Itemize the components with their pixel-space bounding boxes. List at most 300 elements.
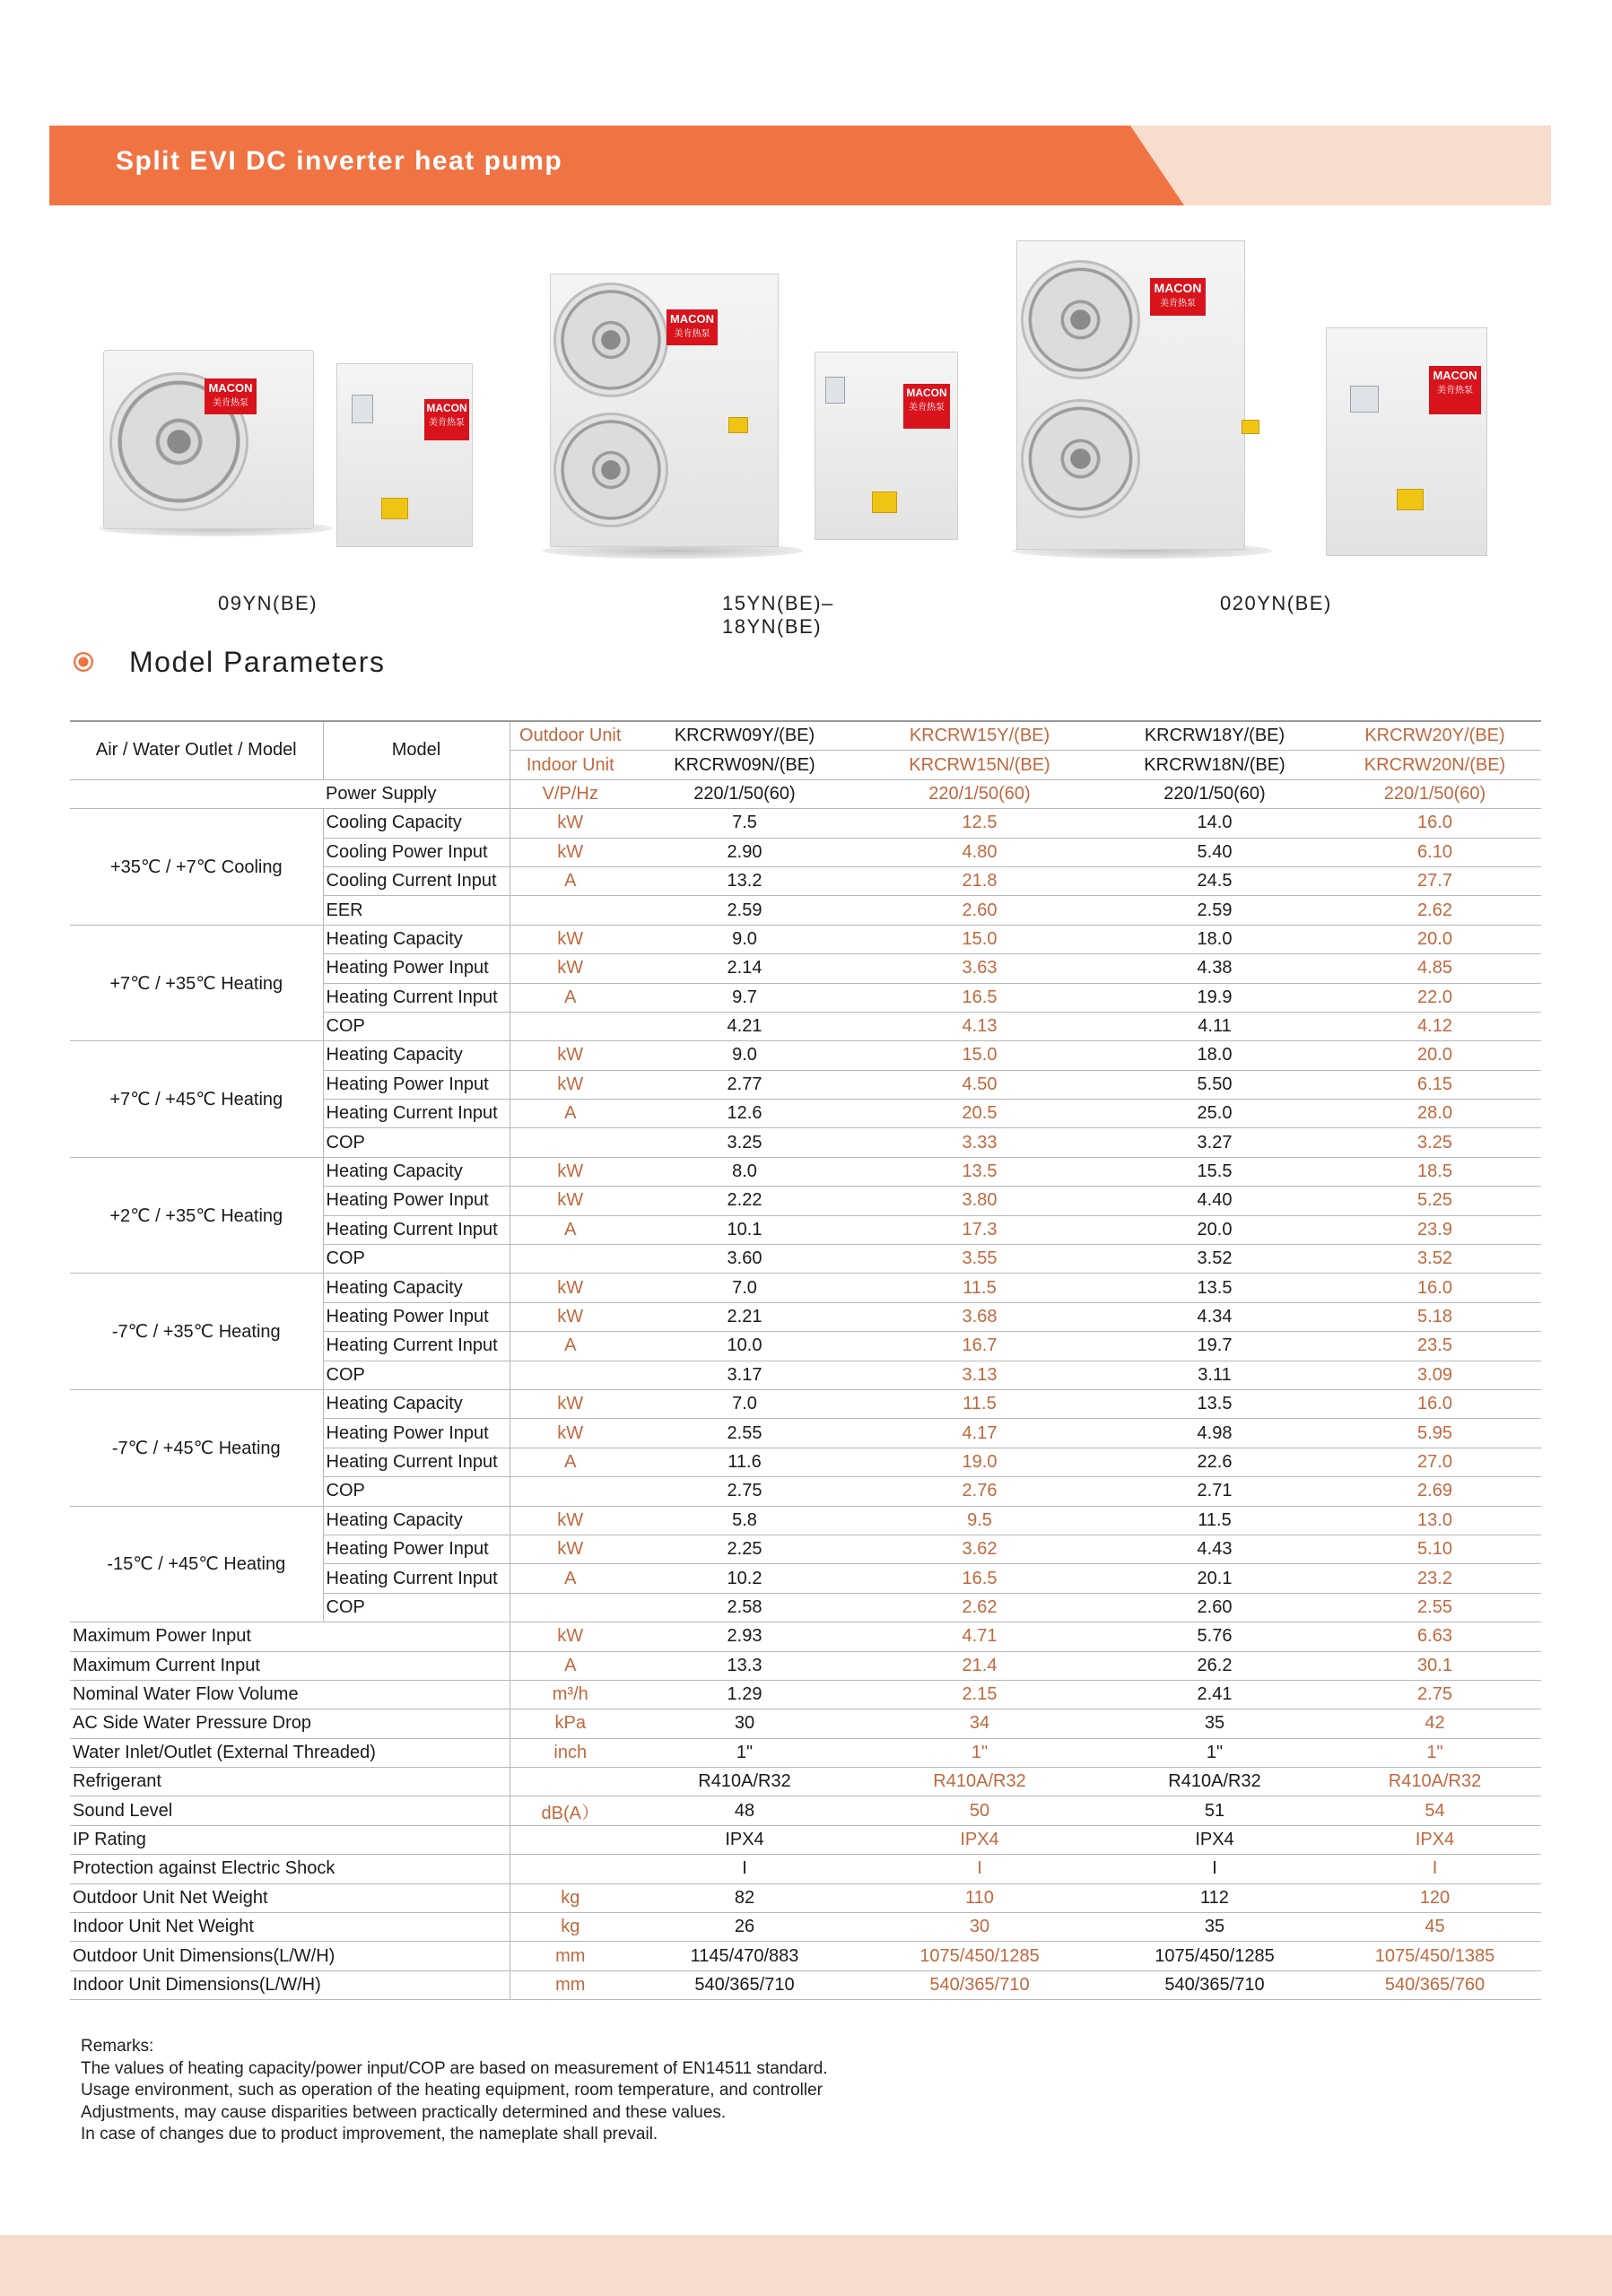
value-cell: 19.7 (1101, 1332, 1329, 1361)
value-cell: I (631, 1855, 858, 1883)
value-cell: R410A/R32 (1329, 1768, 1541, 1796)
value-cell: 4.38 (1101, 954, 1329, 983)
fan-icon (553, 413, 668, 527)
value-cell: IPX4 (1329, 1825, 1541, 1854)
row-label: Cooling Capacity (323, 809, 510, 838)
row-label: Indoor Unit Dimensions(L/W/H) (70, 1970, 510, 1999)
row-label: Heating Capacity (323, 1506, 510, 1535)
value-cell: 19.9 (1101, 983, 1329, 1012)
value-cell: 82 (631, 1883, 858, 1912)
value-cell: 2.60 (1101, 1593, 1329, 1622)
row-label: Power Supply (323, 779, 510, 808)
row-label: Heating Power Input (323, 1419, 510, 1448)
row-label: COP (323, 1593, 510, 1622)
table-row (70, 1913, 1541, 1942)
value-cell: 21.8 (858, 866, 1101, 895)
value-cell: 2.90 (631, 838, 858, 866)
unit-cell: A (510, 1564, 631, 1593)
value-cell: 18.0 (1101, 1041, 1329, 1070)
unit-cell (510, 1245, 631, 1274)
value-cell: 2.75 (631, 1477, 858, 1506)
value-cell: 1" (1101, 1738, 1329, 1767)
value-cell: 25.0 (1101, 1100, 1329, 1128)
value-cell: 3.52 (1101, 1245, 1329, 1274)
value-cell: 3.25 (1329, 1128, 1541, 1157)
value-cell: 1075/450/1285 (1101, 1942, 1329, 1970)
unit-cell: kW (510, 838, 631, 866)
row-label: COP (323, 1128, 510, 1157)
value-cell: 9.7 (631, 983, 858, 1012)
value-cell: 22.0 (1329, 983, 1541, 1012)
value-cell: 2.60 (858, 896, 1101, 925)
table-row (70, 1651, 1541, 1680)
unit-cell: m³/h (510, 1680, 631, 1709)
unit-cell: A (510, 1215, 631, 1244)
unit-cell: kW (510, 954, 631, 983)
value-cell: 23.5 (1329, 1332, 1541, 1361)
value-cell: 3.63 (858, 954, 1101, 983)
value-cell: 23.9 (1329, 1215, 1541, 1244)
row-label: Heating Power Input (323, 1070, 510, 1099)
table-row (70, 1274, 1541, 1302)
row-label: COP (323, 1012, 510, 1040)
value-cell: KRCRW15Y/(BE) (858, 721, 1101, 751)
condition-label: +2℃ / +35℃ Heating (70, 1157, 323, 1274)
value-cell: 22.6 (1101, 1448, 1329, 1476)
value-cell: 5.18 (1329, 1302, 1541, 1331)
unit-cell: kW (510, 1622, 631, 1651)
value-cell: 3.60 (631, 1245, 858, 1274)
value-cell: 3.80 (858, 1187, 1101, 1215)
value-cell: KRCRW20N/(BE) (1329, 751, 1541, 779)
value-cell: 3.25 (631, 1128, 858, 1157)
condition-label: +35℃ / +7℃ Cooling (70, 809, 323, 926)
value-cell: 2.69 (1329, 1477, 1541, 1506)
row-label: COP (323, 1477, 510, 1506)
value-cell: 5.10 (1329, 1535, 1541, 1563)
value-cell: 5.95 (1329, 1419, 1541, 1448)
table-row (70, 1506, 1541, 1535)
value-cell: 12.5 (858, 809, 1101, 838)
unit-cell: kg (510, 1913, 631, 1942)
value-cell: 28.0 (1329, 1100, 1541, 1128)
value-cell: 48 (631, 1796, 858, 1825)
row-label: IP Rating (70, 1825, 510, 1854)
value-cell: R410A/R32 (1101, 1768, 1329, 1796)
brand-logo: MACON 美肯热泵 (903, 384, 950, 429)
value-cell: IPX4 (858, 1825, 1101, 1854)
section-title: Model Parameters (129, 646, 386, 678)
value-cell: 20.5 (858, 1100, 1101, 1128)
unit-cell: kW (510, 1419, 631, 1448)
brand-logo: MACON 美肯热泵 (1429, 366, 1481, 414)
unit-cell: V/P/Hz (510, 779, 631, 808)
value-cell: 16.0 (1329, 809, 1541, 838)
value-cell: 5.76 (1101, 1622, 1329, 1651)
row-label: Heating Capacity (323, 1041, 510, 1070)
value-cell: 110 (858, 1883, 1101, 1912)
value-cell: 2.59 (1101, 896, 1329, 925)
table-row (70, 779, 1541, 808)
value-cell: 3.55 (858, 1245, 1101, 1274)
unit-cell: kW (510, 1506, 631, 1535)
remarks-line: Adjustments, may cause disparities between practically determined and these values. (81, 2102, 727, 2122)
value-cell: 4.80 (858, 838, 1101, 866)
value-cell: 13.3 (631, 1651, 858, 1680)
value-cell: R410A/R32 (858, 1768, 1101, 1796)
table-row (70, 1825, 1541, 1854)
value-cell: 35 (1101, 1913, 1329, 1942)
row-label: Heating Capacity (323, 925, 510, 953)
value-cell: 3.11 (1101, 1361, 1329, 1389)
value-cell: 1145/470/883 (631, 1942, 858, 1970)
value-cell: 10.0 (631, 1332, 858, 1361)
value-cell: 4.17 (858, 1419, 1101, 1448)
row-label: Cooling Power Input (323, 838, 510, 866)
fan-icon (553, 283, 668, 397)
value-cell: 15.5 (1101, 1157, 1329, 1186)
product-caption: 15YN(BE)–18YN(BE) (722, 592, 834, 638)
row-label: Outdoor Unit Dimensions(L/W/H) (70, 1942, 510, 1970)
value-cell: IPX4 (1101, 1825, 1329, 1854)
unit-cell: A (510, 983, 631, 1012)
value-cell: 6.15 (1329, 1070, 1541, 1099)
value-cell: 42 (1329, 1709, 1541, 1738)
value-cell: 2.71 (1101, 1477, 1329, 1506)
row-label: Heating Current Input (323, 1100, 510, 1128)
value-cell: 30.1 (1329, 1651, 1541, 1680)
value-cell: KRCRW09N/(BE) (631, 751, 858, 779)
value-cell: 26.2 (1101, 1651, 1329, 1680)
value-cell: 4.11 (1101, 1012, 1329, 1040)
unit-cell: kW (510, 1389, 631, 1418)
value-cell: I (1329, 1855, 1541, 1883)
row-label: Outdoor Unit Net Weight (70, 1883, 510, 1912)
unit-cell: mm (510, 1942, 631, 1970)
fan-icon (1021, 399, 1140, 518)
table-row (70, 1157, 1541, 1186)
value-cell: 20.0 (1329, 925, 1541, 953)
row-label: Protection against Electric Shock (70, 1855, 510, 1883)
table-row (70, 1883, 1541, 1912)
row-label: COP (323, 1361, 510, 1389)
unit-cell: kW (510, 1274, 631, 1302)
value-cell: 19.0 (858, 1448, 1101, 1476)
value-cell: 15.0 (858, 1041, 1101, 1070)
value-cell: 2.62 (858, 1593, 1101, 1622)
value-cell: 4.13 (858, 1012, 1101, 1040)
value-cell: 2.25 (631, 1535, 858, 1563)
value-cell: 7.0 (631, 1274, 858, 1302)
value-cell: 540/365/710 (631, 1970, 858, 1999)
table-row (70, 1970, 1541, 1999)
unit-cell: mm (510, 1970, 631, 1999)
row-label: Indoor Unit Net Weight (70, 1913, 510, 1942)
value-cell: KRCRW15N/(BE) (858, 751, 1101, 779)
row-label: Heating Power Input (323, 954, 510, 983)
value-cell: 3.17 (631, 1361, 858, 1389)
value-cell: 8.0 (631, 1157, 858, 1186)
unit-cell: dB(A） (510, 1796, 631, 1825)
unit-cell: kW (510, 1187, 631, 1215)
value-cell: 11.6 (631, 1448, 858, 1476)
product-caption: 09YN(BE) (218, 592, 318, 614)
value-cell: 4.71 (858, 1622, 1101, 1651)
value-cell: 5.40 (1101, 838, 1329, 866)
value-cell: 10.1 (631, 1215, 858, 1244)
unit-cell (510, 1477, 631, 1506)
value-cell: 2.55 (631, 1419, 858, 1448)
unit-cell: A (510, 1100, 631, 1128)
remarks-line: Usage environment, such as operation of the heating equipment, room temperature, and controller (81, 2081, 823, 2100)
unit-cell: kW (510, 1535, 631, 1563)
value-cell: 35 (1101, 1709, 1329, 1738)
value-cell: 9.0 (631, 925, 858, 953)
value-cell: 2.93 (631, 1622, 858, 1651)
value-cell: 2.62 (1329, 896, 1541, 925)
page-title: Split EVI DC inverter heat pump (116, 146, 563, 176)
spacer-cell (70, 779, 323, 808)
row-label: AC Side Water Pressure Drop (70, 1709, 510, 1738)
value-cell: 3.52 (1329, 1245, 1541, 1274)
value-cell: 3.33 (858, 1128, 1101, 1157)
outdoor-unit-label: Outdoor Unit (510, 721, 631, 751)
value-cell: 2.77 (631, 1070, 858, 1099)
brand-logo: MACON 美肯热泵 (1150, 278, 1206, 316)
value-cell: 13.5 (1101, 1274, 1329, 1302)
row-label: Refrigerant (70, 1768, 510, 1796)
value-cell: 2.55 (1329, 1593, 1541, 1622)
row-label: Heating Capacity (323, 1157, 510, 1186)
row-label: Heating Current Input (323, 1215, 510, 1244)
value-cell: 4.85 (1329, 954, 1541, 983)
value-cell: 16.0 (1329, 1389, 1541, 1418)
value-cell: 2.15 (858, 1680, 1101, 1709)
value-cell: 1.29 (631, 1680, 858, 1709)
row-label: Maximum Power Input (70, 1622, 510, 1651)
value-cell: 13.0 (1329, 1506, 1541, 1535)
value-cell: 27.7 (1329, 866, 1541, 895)
unit-cell (510, 1128, 631, 1157)
value-cell: 4.40 (1101, 1187, 1329, 1215)
corner-label: Air / Water Outlet / Model (70, 721, 323, 779)
unit-cell: kW (510, 1070, 631, 1099)
table-row (70, 721, 1541, 751)
value-cell: 15.0 (858, 925, 1101, 953)
condition-label: -15℃ / +45℃ Heating (70, 1506, 323, 1622)
value-cell: 21.4 (858, 1651, 1101, 1680)
target-bullet-icon (74, 652, 93, 672)
value-cell: 9.0 (631, 1041, 858, 1070)
table-row (70, 1796, 1541, 1825)
table-row (70, 809, 1541, 838)
unit-cell (510, 1593, 631, 1622)
unit-cell: kW (510, 1157, 631, 1186)
value-cell: 1" (1329, 1738, 1541, 1767)
condition-label: -7℃ / +35℃ Heating (70, 1274, 323, 1390)
header-banner (49, 126, 1551, 205)
table-row (70, 1738, 1541, 1767)
value-cell: 5.25 (1329, 1187, 1541, 1215)
product-caption: 020YN(BE) (1220, 592, 1332, 614)
unit-cell (510, 1855, 631, 1883)
unit-cell: kW (510, 809, 631, 838)
value-cell: KRCRW20Y/(BE) (1329, 721, 1541, 751)
value-cell: 9.5 (858, 1506, 1101, 1535)
table-row (70, 1622, 1541, 1651)
value-cell: 54 (1329, 1796, 1541, 1825)
value-cell: 16.0 (1329, 1274, 1541, 1302)
value-cell: 4.50 (858, 1070, 1101, 1099)
value-cell: 16.5 (858, 1564, 1101, 1593)
row-label: Heating Power Input (323, 1535, 510, 1563)
value-cell: KRCRW18Y/(BE) (1101, 721, 1329, 751)
unit-cell (510, 1825, 631, 1854)
value-cell: 16.5 (858, 983, 1101, 1012)
brand-logo: MACON 美肯热泵 (424, 399, 469, 440)
indoor-unit-label: Indoor Unit (510, 751, 631, 779)
value-cell: 23.2 (1329, 1564, 1541, 1593)
row-label: Cooling Current Input (323, 866, 510, 895)
table-row (70, 1389, 1541, 1418)
value-cell: 1075/450/1285 (858, 1942, 1101, 1970)
unit-cell (510, 1012, 631, 1040)
table-row (70, 1709, 1541, 1738)
value-cell: 1" (858, 1738, 1101, 1767)
value-cell: 34 (858, 1709, 1101, 1738)
footer-band (0, 2235, 1612, 2296)
table-row (70, 1942, 1541, 1970)
value-cell: KRCRW09Y/(BE) (631, 721, 858, 751)
unit-cell: A (510, 1651, 631, 1680)
table-row (70, 1041, 1541, 1070)
row-label: Heating Current Input (323, 1564, 510, 1593)
model-label: Model (323, 721, 510, 779)
value-cell: R410A/R32 (631, 1768, 858, 1796)
value-cell: 6.10 (1329, 838, 1541, 866)
unit-cell (510, 1361, 631, 1389)
value-cell: 4.12 (1329, 1012, 1541, 1040)
value-cell: 20.0 (1329, 1041, 1541, 1070)
value-cell: 540/365/710 (858, 1970, 1101, 1999)
value-cell: 2.76 (858, 1477, 1101, 1506)
value-cell: 3.68 (858, 1302, 1101, 1331)
value-cell: 20.1 (1101, 1564, 1329, 1593)
value-cell: 27.0 (1329, 1448, 1541, 1476)
value-cell: 4.98 (1101, 1419, 1329, 1448)
value-cell: 30 (858, 1913, 1101, 1942)
warning-label-icon (381, 498, 408, 519)
row-label: Heating Current Input (323, 1332, 510, 1361)
unit-cell: kW (510, 1302, 631, 1331)
warning-label-icon (872, 491, 897, 513)
value-cell: 11.5 (858, 1389, 1101, 1418)
value-cell: 2.22 (631, 1187, 858, 1215)
condition-label: -7℃ / +45℃ Heating (70, 1389, 323, 1506)
table-row (70, 1680, 1541, 1709)
value-cell: IPX4 (631, 1825, 858, 1854)
unit-cell: kPa (510, 1709, 631, 1738)
value-cell: 3.62 (858, 1535, 1101, 1563)
remarks (81, 2036, 828, 2146)
value-cell: 6.63 (1329, 1622, 1541, 1651)
value-cell: KRCRW18N/(BE) (1101, 751, 1329, 779)
row-label: Nominal Water Flow Volume (70, 1680, 510, 1709)
value-cell: 5.50 (1101, 1070, 1329, 1099)
value-cell: 17.3 (858, 1215, 1101, 1244)
value-cell: 11.5 (1101, 1506, 1329, 1535)
row-label: Heating Capacity (323, 1389, 510, 1418)
value-cell: 220/1/50(60) (858, 779, 1101, 808)
value-cell: 26 (631, 1913, 858, 1942)
condition-label: +7℃ / +35℃ Heating (70, 925, 323, 1041)
value-cell: I (1101, 1855, 1329, 1883)
model-parameters-table (70, 720, 1541, 2000)
table-row (70, 1855, 1541, 1883)
table-row (70, 1768, 1541, 1796)
value-cell: 1075/450/1385 (1329, 1942, 1541, 1970)
row-label: Heating Power Input (323, 1187, 510, 1215)
unit-cell: kW (510, 925, 631, 953)
value-cell: 3.13 (858, 1361, 1101, 1389)
value-cell: 12.6 (631, 1100, 858, 1128)
unit-cell: A (510, 1332, 631, 1361)
brand-logo: MACON 美肯热泵 (205, 378, 257, 414)
value-cell: 24.5 (1101, 866, 1329, 895)
value-cell: 11.5 (858, 1274, 1101, 1302)
value-cell: 2.41 (1101, 1680, 1329, 1709)
value-cell: 1" (631, 1738, 858, 1767)
value-cell: 7.5 (631, 809, 858, 838)
row-label: COP (323, 1245, 510, 1274)
brand-logo: MACON 美肯热泵 (667, 309, 718, 345)
unit-cell: inch (510, 1738, 631, 1767)
unit-cell (510, 1768, 631, 1796)
value-cell: 220/1/50(60) (1329, 779, 1541, 808)
warning-label-icon (1397, 489, 1424, 510)
value-cell: 30 (631, 1709, 858, 1738)
warning-label-icon (728, 417, 748, 433)
row-label: Water Inlet/Outlet (External Threaded) (70, 1738, 510, 1767)
value-cell: 2.59 (631, 896, 858, 925)
value-cell: 2.58 (631, 1593, 858, 1622)
value-cell: 13.2 (631, 866, 858, 895)
value-cell: I (858, 1855, 1101, 1883)
value-cell: 4.43 (1101, 1535, 1329, 1563)
value-cell: 18.5 (1329, 1157, 1541, 1186)
value-cell: 51 (1101, 1796, 1329, 1825)
fan-icon (1021, 260, 1140, 379)
value-cell: 14.0 (1101, 809, 1329, 838)
row-label: Heating Power Input (323, 1302, 510, 1331)
value-cell: 13.5 (1101, 1389, 1329, 1418)
remarks-line: The values of heating capacity/power input/COP are based on measurement of EN14511 standard. (81, 2058, 828, 2078)
row-label: Heating Current Input (323, 1448, 510, 1476)
value-cell: 540/365/710 (1101, 1970, 1329, 1999)
value-cell: 45 (1329, 1913, 1541, 1942)
value-cell: 16.7 (858, 1332, 1101, 1361)
row-label: EER (323, 896, 510, 925)
table-row (70, 925, 1541, 953)
value-cell: 540/365/760 (1329, 1970, 1541, 1999)
value-cell: 120 (1329, 1883, 1541, 1912)
unit-cell: kW (510, 1041, 631, 1070)
row-label: Maximum Current Input (70, 1651, 510, 1680)
value-cell: 4.34 (1101, 1302, 1329, 1331)
value-cell: 3.09 (1329, 1361, 1541, 1389)
unit-cell: kg (510, 1883, 631, 1912)
warning-label-icon (1242, 420, 1259, 434)
